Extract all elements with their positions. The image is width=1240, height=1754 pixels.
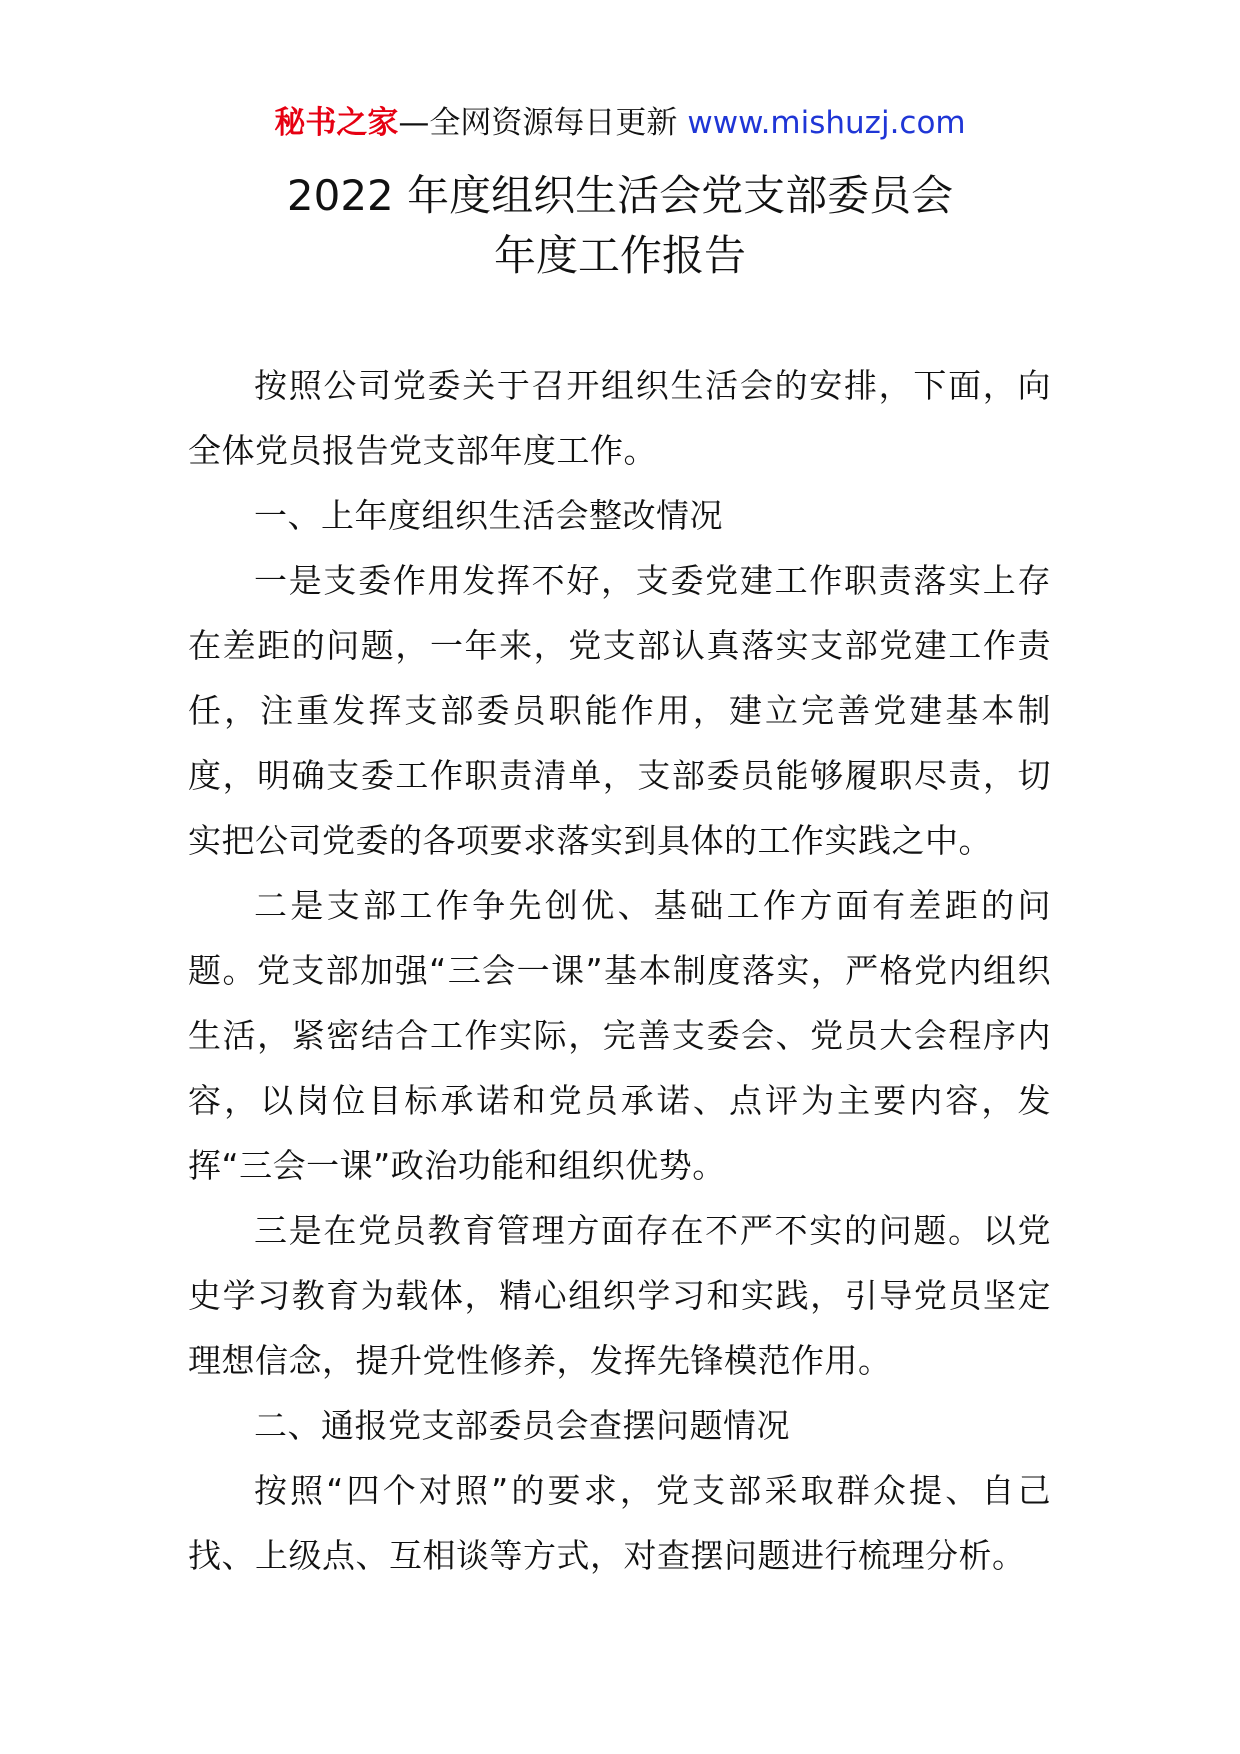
brand-name: 秘书之家 <box>274 105 399 141</box>
document-title <box>0 166 1240 286</box>
body-paragraph-3: 三是在党员教育管理方面存在不严不实的问题。以党史学习教育为载体，精心组织学习和实践，引导党员坚定理想信念，提升党性修养，发挥先锋模范作用。 <box>188 1211 1051 1380</box>
header-slogan: —全网资源每日更新 <box>398 105 678 141</box>
body-paragraph-2: 二是支部工作争先创优、基础工作方面有差距的问题。党支部加强“三会一课”基本制度落实，严格党内组织生活，紧密结合工作实际，完善支委会、党员大会程序内容，以岗位目标承诺和党员承诺、点评为主要内容，发挥“三会一课”政治功能和组织优势。 <box>188 886 1051 1185</box>
title-line-2: 年度工作报告 <box>493 231 746 280</box>
section-heading-2: 二、通报党支部委员会查摆问题情况 <box>254 1406 790 1445</box>
document-body <box>188 353 1051 1588</box>
site-header <box>0 103 1240 143</box>
site-url-link[interactable]: www.mishuzj.com <box>687 105 966 141</box>
body-paragraph-1: 一是支委作用发挥不好，支委党建工作职责落实上存在差距的问题，一年来，党支部认真落实支部党建工作责任，注重发挥支部委员职能作用，建立完善党建基本制度，明确支委工作职责清单，支部委员能够履职尽责，切实把公司党委的各项要求落实到具体的工作实践之中。 <box>188 561 1051 860</box>
title-line-1: 2022 年度组织生活会党支部委员会 <box>286 171 954 220</box>
body-paragraph-4: 按照“四个对照”的要求，党支部采取群众提、自己找、上级点、互相谈等方式，对查摆问题进行梳理分析。 <box>188 1471 1051 1575</box>
intro-paragraph: 按照公司党委关于召开组织生活会的安排，下面，向全体党员报告党支部年度工作。 <box>188 366 1051 470</box>
section-heading-1: 一、上年度组织生活会整改情况 <box>254 496 723 535</box>
